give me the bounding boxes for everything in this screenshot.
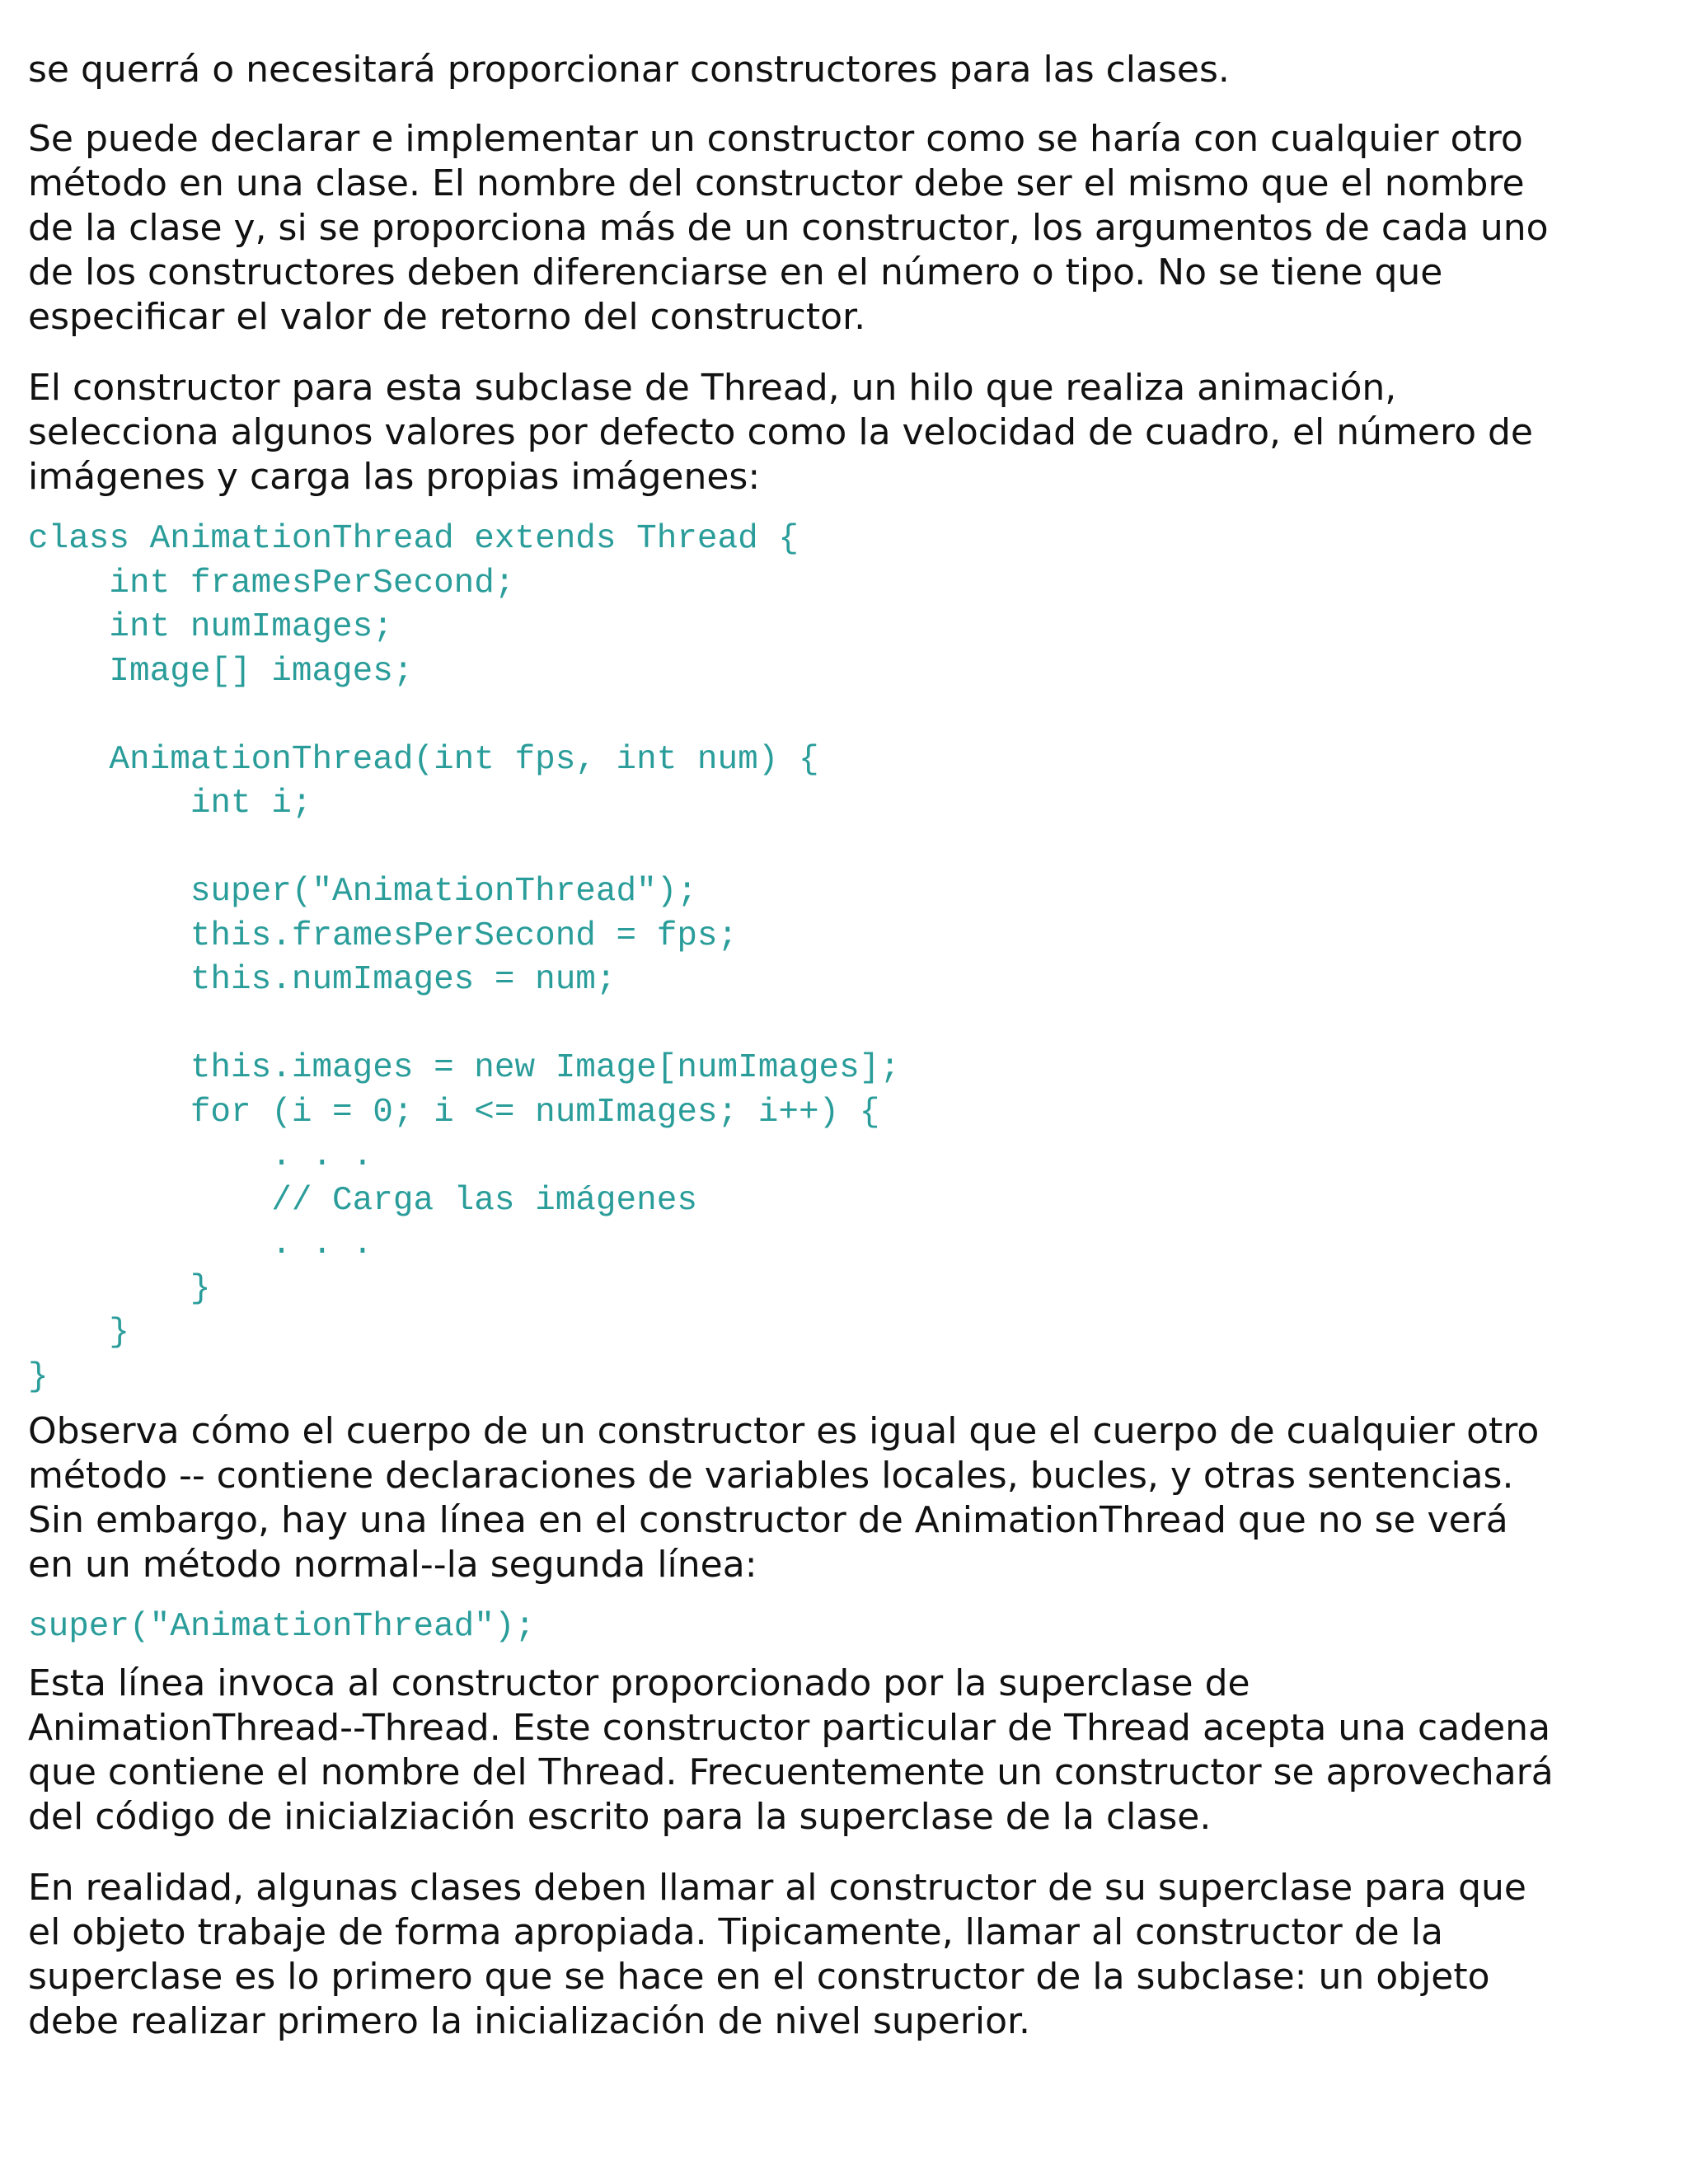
paragraph-superclass-init: En realidad, algunas clases deben llamar al constructor de su superclase para que el objeto trabaje de forma apropiada. Tipicamente, llamar al constructor de la superclase es lo primero que se hace en el constructor de la subclase: un objeto debe realizar primero la inicialización de nivel superior. xyxy=(28,1866,1526,2042)
paragraph-super-explanation: Esta línea invoca al constructor proporcionado por la superclase de AnimationThread--Thread. Este constructor particular de Thread acepta una cadena que contiene el nombre del Thread. Frecuentemente un constructor se aprovechará del código de inicialziación escrito para la superclase de la clase. xyxy=(28,1661,1554,1838)
document-page xyxy=(28,48,1668,2070)
paragraph-intro: se querrá o necesitará proporcionar constructores para las clases. xyxy=(28,49,1230,91)
paragraph-animation-thread: El constructor para esta subclase de Thread, un hilo que realiza animación, selecciona algunos valores por defecto como la velocidad de cuadro, el número de imágenes y carga las propias imágenes: xyxy=(28,367,1533,498)
paragraph-constructor-declaration: Se puede declarar e implementar un constructor como se haría con cualquier otro método en una clase. El nombre del constructor debe ser el mismo que el nombre de la clase y, si se proporciona más de un constructor, los argumentos de cada uno de los constructores deben diferenciarse en el número o tipo. No se tiene que especificar el valor de retorno del constructor. xyxy=(28,118,1549,338)
code-block-animation-thread: class AnimationThread extends Thread { int framesPerSecond; int numImages; Image[] images; AnimationThread(int fps, int num) { int i; super("AnimationThread"); this.framesPerSecond = fps; this.numImages = num; this.images = new Image[numImages]; for (i = 0; i <= numImages; i++) { . . . // Carga las imágenes . . . } } } xyxy=(28,520,900,1396)
paragraph-constructor-body: Observa cómo el cuerpo de un constructor es igual que el cuerpo de cualquier otro método -- contiene declaraciones de variables locales, bucles, y otras sentencias. Sin embargo, hay una línea en el constructor de AnimationThread que no se verá en un método normal--la segunda línea: xyxy=(28,1410,1540,1586)
code-line-super-call: super("AnimationThread"); xyxy=(28,1608,536,1646)
